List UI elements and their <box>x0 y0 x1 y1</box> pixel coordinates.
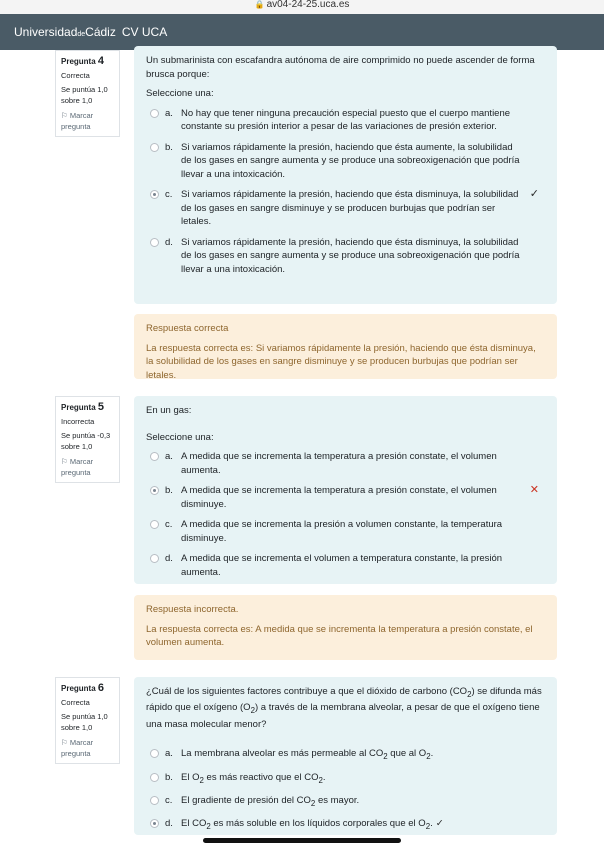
question-number-value: 5 <box>97 401 105 413</box>
answer-option-c[interactable] <box>146 188 545 229</box>
home-indicator <box>203 838 401 843</box>
text-part: ¿Cuál de los siguientes factores contribuye a que el dióxido de carbono (CO <box>146 686 468 697</box>
site-brand[interactable] <box>14 14 594 50</box>
text-part: ) se difunda más rápido que el oxígeno (O <box>146 686 542 714</box>
radio-button[interactable] <box>150 554 159 563</box>
flag-question-button[interactable] <box>61 110 114 132</box>
option-letter: b. <box>165 485 173 496</box>
radio-button[interactable] <box>150 749 159 758</box>
option-letter: b. <box>165 141 173 153</box>
answer-option-d[interactable] <box>146 817 545 833</box>
radio-button[interactable] <box>150 520 159 529</box>
answer-option-a[interactable] <box>146 107 545 134</box>
question-number-value: 4 <box>97 55 105 67</box>
flag-icon: ⚐ <box>61 457 68 466</box>
question-grade: Se puntúa 1,0 sobre 1,0 <box>61 712 108 732</box>
answer-options <box>146 107 545 277</box>
question-content-6 <box>134 677 557 835</box>
radio-button[interactable] <box>150 773 159 782</box>
question-number <box>61 401 114 413</box>
text-part: ) a través de la membrana alveolar, a pesar de que el oxígeno tiene una masa molecular menor? <box>146 702 540 730</box>
question-info-4 <box>55 50 120 137</box>
option-letter: a. <box>165 748 173 760</box>
feedback-title: Respuesta incorrecta. <box>146 604 239 615</box>
radio-button[interactable] <box>150 143 159 152</box>
feedback-text: La respuesta correcta es: Si variamos rápidamente la presión, haciendo que ésta disminuya, la solubilidad de los gases en sangre disminuye y se producen burbujas que podrían ser letales. <box>146 342 536 381</box>
subscript: 2 <box>199 775 204 785</box>
text-part: que al O <box>387 748 427 760</box>
option-letter: d. <box>165 553 173 564</box>
text-part: El O <box>181 771 200 783</box>
option-text: Si variamos rápidamente la presión, haciendo que ésta disminuya, la solubilidad de los gases en sangre disminuye y se producen burbujas que podrían ser letales. <box>181 189 519 227</box>
option-text: A medida que se incrementa la presión a volumen constante, la temperatura disminuye. <box>181 519 503 544</box>
question-label: Pregunta <box>61 684 96 693</box>
answer-option-b[interactable] <box>146 771 545 787</box>
flag-question-button[interactable] <box>61 456 114 478</box>
option-letter: a. <box>165 107 173 119</box>
text-part: El CO <box>181 818 207 830</box>
subscript: 2 <box>310 798 316 808</box>
flag-icon: ⚐ <box>61 111 68 120</box>
flag-label: Marcar pregunta <box>61 738 94 758</box>
text-part: . <box>430 818 433 830</box>
correct-check-icon: ✓ <box>529 188 539 200</box>
option-letter: c. <box>165 519 173 530</box>
answer-options <box>146 747 545 834</box>
option-letter: d. <box>165 818 173 830</box>
question-label: Pregunta <box>61 403 96 412</box>
question-state: Incorrecta <box>61 417 95 426</box>
feedback-text: La respuesta correcta es: A medida que se incrementa la temperatura a presión constate, el volumen aumenta. <box>146 623 533 648</box>
question-state: Correcta <box>61 71 90 80</box>
answer-option-c[interactable] <box>146 794 545 810</box>
question-grade: Se puntúa 1,0 sobre 1,0 <box>61 85 108 105</box>
option-text: No hay que tener ninguna precaución especial puesto que el cuerpo mantiene constante su presión interior a pesar de las variaciones de presión exterior. <box>181 107 511 132</box>
option-letter: d. <box>165 236 173 248</box>
radio-button-selected[interactable] <box>150 486 159 495</box>
site-name: CV UCA <box>121 25 168 39</box>
flag-question-button[interactable] <box>61 737 114 759</box>
radio-button-selected[interactable] <box>150 819 159 828</box>
option-text: Si variamos rápidamente la presión, haciendo que ésta aumente, la solubilidad de los gases en sangre aumenta y se produce una sobreoxigenación que podría llevar a una intoxicación. <box>181 141 520 180</box>
question-content-4 <box>134 46 557 304</box>
question-content-5 <box>134 396 557 584</box>
subscript: 2 <box>383 752 388 762</box>
flag-label: Marcar pregunta <box>61 457 94 477</box>
text-part: La membrana alveolar es más permeable al CO <box>181 748 384 760</box>
subscript: 2 <box>206 822 211 832</box>
feedback-title: Respuesta correcta <box>146 323 229 334</box>
correct-check-icon: ✓ <box>435 818 444 830</box>
question-text: En un gas: <box>146 405 192 416</box>
subscript: 2 <box>467 689 472 699</box>
answer-option-b[interactable] <box>146 484 545 511</box>
option-letter: c. <box>165 795 173 807</box>
lock-icon: 🔒 <box>254 0 265 9</box>
question-text <box>146 685 545 731</box>
answer-options <box>146 450 545 579</box>
subscript: 2 <box>426 752 431 762</box>
top-navbar <box>0 14 604 50</box>
feedback-box-4 <box>134 314 557 379</box>
question-number <box>61 682 114 694</box>
text-part: . <box>322 771 326 783</box>
feedback-box-5 <box>134 595 557 660</box>
subscript: 2 <box>318 775 323 785</box>
option-text: A medida que se incrementa la temperatura a presión constate, el volumen disminuye. <box>181 485 497 510</box>
option-letter: a. <box>165 451 173 462</box>
text-part: El gradiente de presión del CO <box>181 795 311 807</box>
brand-de: de <box>77 31 86 38</box>
incorrect-x-icon: ✕ <box>529 484 539 496</box>
text-part: es mayor. <box>315 795 360 807</box>
text-part: . <box>430 748 434 760</box>
question-number-value: 6 <box>97 682 105 694</box>
question-info-5 <box>55 396 120 483</box>
flag-icon: ⚐ <box>61 738 68 747</box>
question-info-6 <box>55 677 120 764</box>
question-text: Un submarinista con escafandra autónoma de aire comprimido no puede ascender de forma brusca porque: <box>146 55 535 80</box>
answer-option-a[interactable] <box>146 747 545 763</box>
radio-button[interactable] <box>150 238 159 247</box>
radio-button-selected[interactable] <box>150 190 159 199</box>
option-letter: b. <box>165 771 173 783</box>
answer-option-b[interactable] <box>146 141 545 182</box>
option-letter: c. <box>165 189 173 200</box>
url-text: av04-24-25.uca.es <box>266 0 350 10</box>
option-text: A medida que se incrementa el volumen a temperatura constante, la presión aumenta. <box>181 553 503 578</box>
brand-universidad: Universidad <box>14 25 78 39</box>
text-part: es más reactivo que el CO <box>203 771 319 783</box>
radio-button[interactable] <box>150 109 159 118</box>
text-part: es más soluble en los líquidos corporales que el O <box>210 818 426 830</box>
subscript: 2 <box>425 822 431 832</box>
subscript: 2 <box>250 706 255 716</box>
question-label: Pregunta <box>61 57 96 66</box>
option-text: Si variamos rápidamente la presión, haciendo que ésta disminuya, la solubilidad de los gases en sangre aumenta y se produce una sobreoxigenación que podría llevar a una intoxicación. <box>181 236 520 275</box>
answer-option-d[interactable] <box>146 552 545 579</box>
select-prompt: Seleccione una: <box>146 431 214 443</box>
select-prompt: Seleccione una: <box>146 88 214 99</box>
radio-button[interactable] <box>150 452 159 461</box>
question-state: Correcta <box>61 698 90 707</box>
question-grade: Se puntúa -0,3 sobre 1,0 <box>61 431 111 451</box>
answer-option-d[interactable] <box>146 236 545 277</box>
question-number <box>61 55 114 67</box>
brand-cadiz: Cádiz <box>85 25 116 39</box>
radio-button[interactable] <box>150 796 159 805</box>
flag-label: Marcar pregunta <box>61 111 94 131</box>
answer-option-c[interactable] <box>146 518 545 545</box>
address-bar[interactable] <box>0 0 604 14</box>
option-text: A medida que se incrementa la temperatura a presión constate, el volumen aumenta. <box>181 451 497 476</box>
answer-option-a[interactable] <box>146 450 545 477</box>
